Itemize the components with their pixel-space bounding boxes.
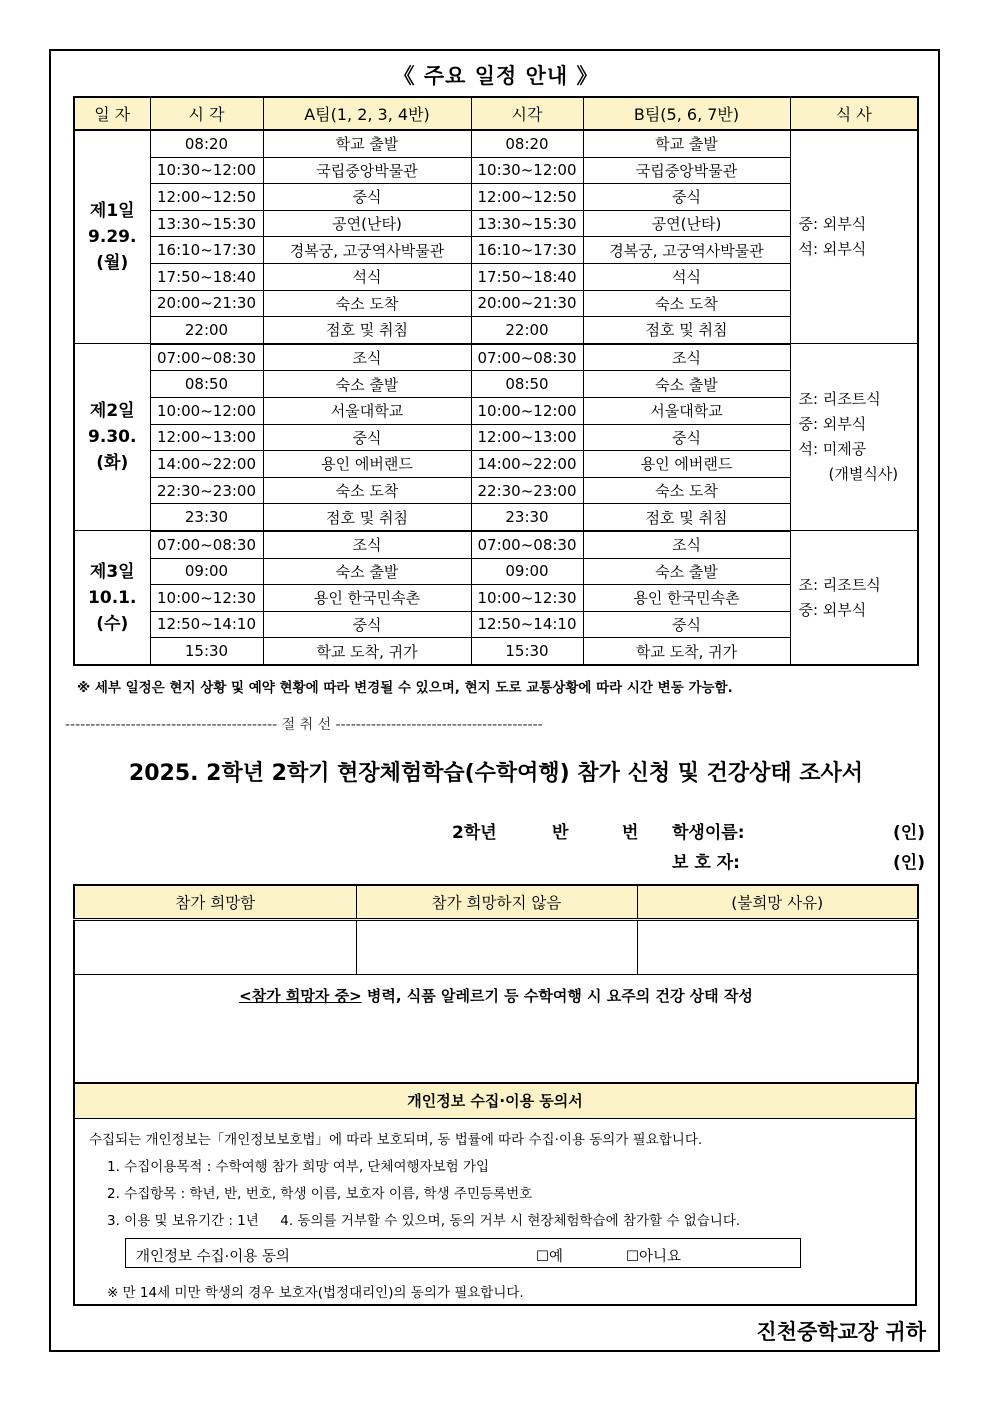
day-label-line: 제2일 — [89, 401, 135, 422]
student-seal: (인) — [893, 823, 925, 843]
activity-b-cell: 중식 — [583, 184, 790, 211]
header-participate: 참가 희망함 — [74, 885, 356, 920]
guardian-label: 보 호 자: — [672, 853, 740, 873]
meal-line: 중: 외부식 — [798, 215, 867, 234]
time-b-cell: 13:30~15:30 — [471, 210, 583, 237]
day-label-line: 10.1. — [88, 587, 137, 608]
meal-line: 중: 외부식 — [798, 415, 867, 434]
day-label-line: 제1일 — [89, 201, 135, 222]
time-b-cell: 17:50~18:40 — [471, 263, 583, 290]
health-instruction: 병력, 식품 알레르기 등 수학여행 시 요주의 건강 상태 작성 — [361, 987, 753, 1005]
activity-a-cell: 숙소 출발 — [263, 558, 471, 585]
activity-a-cell: 점호 및 취침 — [263, 504, 471, 531]
meal-line: 석: 미제공 — [798, 440, 867, 459]
time-a-cell: 16:10~17:30 — [150, 237, 263, 264]
activity-b-cell: 조식 — [583, 344, 790, 371]
schedule-row — [74, 130, 918, 157]
time-a-cell: 12:00~13:00 — [150, 424, 263, 451]
meal-line: 조: 리조트식 — [798, 390, 881, 409]
time-b-cell: 23:30 — [471, 504, 583, 531]
activity-a-cell: 조식 — [263, 531, 471, 558]
time-a-cell: 08:50 — [150, 371, 263, 398]
activity-a-cell: 숙소 도착 — [263, 290, 471, 317]
day-label-line: (수) — [96, 613, 129, 634]
time-b-cell: 14:00~22:00 — [471, 451, 583, 478]
activity-a-cell: 서울대학교 — [263, 397, 471, 424]
activity-a-cell: 학교 출발 — [263, 130, 471, 157]
activity-b-cell: 용인 한국민속촌 — [583, 585, 790, 612]
activity-a-cell: 용인 한국민속촌 — [263, 585, 471, 612]
meal-line: 중: 외부식 — [798, 600, 867, 619]
activity-a-cell: 공연(난타) — [263, 210, 471, 237]
meal-cell — [790, 531, 918, 665]
reason-field[interactable] — [637, 920, 918, 975]
activity-a-cell: 점호 및 취침 — [263, 317, 471, 344]
student-name-label: 학생이름: — [672, 823, 745, 843]
time-a-cell: 09:00 — [150, 558, 263, 585]
time-a-cell: 15:30 — [150, 638, 263, 665]
header-date: 일 자 — [74, 97, 150, 130]
time-a-cell: 23:30 — [150, 504, 263, 531]
privacy-footnote: ※ 만 14세 미만 학생의 경우 보호자(법정대리인)의 동의가 필요합니다. — [107, 1285, 524, 1301]
cut-line: ------------------------------------------ 절 취 선 ----------------------------------------- — [65, 717, 543, 733]
privacy-item-2: 2. 수집항목 : 학년, 반, 번호, 학생 이름, 보호자 이름, 학생 주민등록번호 — [107, 1186, 533, 1202]
schedule-row — [74, 344, 918, 371]
activity-b-cell: 공연(난타) — [583, 210, 790, 237]
header-not-participate: 참가 희망하지 않음 — [356, 885, 637, 920]
activity-a-cell: 용인 에버랜드 — [263, 451, 471, 478]
activity-b-cell: 숙소 출발 — [583, 558, 790, 585]
privacy-intro: 수집되는 개인정보는「개인정보보호법」에 따라 보호되며, 동 법률에 따라 수집·이용 동의가 필요합니다. — [89, 1132, 703, 1148]
activity-a-cell: 중식 — [263, 184, 471, 211]
meal-line: 조: 리조트식 — [798, 575, 881, 594]
activity-a-cell: 숙소 출발 — [263, 371, 471, 398]
activity-b-cell: 학교 출발 — [583, 130, 790, 157]
activity-b-cell: 국립중앙박물관 — [583, 157, 790, 184]
time-b-cell: 08:20 — [471, 130, 583, 157]
time-b-cell: 22:30~23:00 — [471, 477, 583, 504]
meal-line: (개별식사) — [828, 465, 899, 484]
time-a-cell: 12:00~12:50 — [150, 184, 263, 211]
day-label-line: 9.29. — [88, 227, 137, 248]
time-b-cell: 12:00~12:50 — [471, 184, 583, 211]
time-a-cell: 12:50~14:10 — [150, 611, 263, 638]
consent-row — [125, 1238, 801, 1268]
day-label-line: (화) — [96, 453, 129, 474]
day-label — [74, 130, 150, 344]
activity-a-cell: 조식 — [263, 344, 471, 371]
number-label: 번 — [622, 823, 639, 843]
guardian-seal: (인) — [893, 853, 925, 873]
activity-b-cell: 중식 — [583, 424, 790, 451]
day-label — [74, 344, 150, 531]
time-a-cell: 07:00~08:30 — [150, 531, 263, 558]
time-a-cell: 22:30~23:00 — [150, 477, 263, 504]
consent-yes-checkbox[interactable]: ☐예 — [536, 1249, 564, 1265]
activity-a-cell: 중식 — [263, 611, 471, 638]
activity-b-cell: 학교 도착, 귀가 — [583, 638, 790, 665]
activity-a-cell: 석식 — [263, 263, 471, 290]
privacy-heading: 개인정보 수집·이용 동의서 — [75, 1084, 915, 1119]
time-a-cell: 13:30~15:30 — [150, 210, 263, 237]
form-title: 2025. 2학년 2학기 현장체험학습(수학여행) 참가 신청 및 건강상태 조사서 — [128, 761, 864, 786]
time-b-cell: 15:30 — [471, 638, 583, 665]
activity-b-cell: 경복궁, 고궁역사박물관 — [583, 237, 790, 264]
time-b-cell: 16:10~17:30 — [471, 237, 583, 264]
activity-b-cell: 용인 에버랜드 — [583, 451, 790, 478]
header-meal: 식 사 — [790, 97, 918, 130]
activity-b-cell: 숙소 출발 — [583, 371, 790, 398]
time-b-cell: 10:00~12:30 — [471, 585, 583, 612]
activity-b-cell: 조식 — [583, 531, 790, 558]
time-a-cell: 22:00 — [150, 317, 263, 344]
time-b-cell: 12:50~14:10 — [471, 611, 583, 638]
time-a-cell: 14:00~22:00 — [150, 451, 263, 478]
schedule-header-row — [74, 97, 918, 130]
header-time-b: 시각 — [471, 97, 583, 130]
activity-a-cell: 국립중앙박물관 — [263, 157, 471, 184]
time-a-cell: 20:00~21:30 — [150, 290, 263, 317]
activity-a-cell: 숙소 도착 — [263, 477, 471, 504]
schedule-title: 《 주요 일정 안내 》 — [393, 64, 599, 88]
time-b-cell: 12:00~13:00 — [471, 424, 583, 451]
time-b-cell: 07:00~08:30 — [471, 344, 583, 371]
activity-b-cell: 점호 및 취침 — [583, 317, 790, 344]
time-a-cell: 17:50~18:40 — [150, 263, 263, 290]
day-label-line: (월) — [96, 253, 129, 274]
time-a-cell: 10:30~12:00 — [150, 157, 263, 184]
time-a-cell: 10:00~12:30 — [150, 585, 263, 612]
meal-line: 석: 외부식 — [798, 240, 867, 259]
grade-label: 2학년 — [452, 823, 497, 843]
principal-addressee: 진천중학교장 귀하 — [756, 1320, 926, 1344]
participate-field[interactable] — [74, 920, 356, 975]
header-team-b: B팀(5, 6, 7반) — [583, 97, 790, 130]
day-label — [74, 531, 150, 665]
time-a-cell: 07:00~08:30 — [150, 344, 263, 371]
activity-a-cell: 중식 — [263, 424, 471, 451]
time-b-cell: 07:00~08:30 — [471, 531, 583, 558]
schedule-row — [74, 531, 918, 558]
activity-a-cell: 학교 도착, 귀가 — [263, 638, 471, 665]
activity-b-cell: 숙소 도착 — [583, 290, 790, 317]
time-b-cell: 08:50 — [471, 371, 583, 398]
privacy-item-3: 3. 이용 및 보유기간 : 1년 4. 동의를 거부할 수 있으며, 동의 거부 시 현장체험학습에 참가할 수 없습니다. — [107, 1213, 741, 1229]
health-status-field[interactable] — [74, 975, 918, 1084]
application-table — [73, 884, 919, 1084]
time-a-cell: 10:00~12:00 — [150, 397, 263, 424]
activity-b-cell: 숙소 도착 — [583, 477, 790, 504]
header-reason: (불희망 사유) — [637, 885, 918, 920]
day-label-line: 9.30. — [88, 427, 137, 448]
activity-a-cell: 경복궁, 고궁역사박물관 — [263, 237, 471, 264]
time-b-cell: 09:00 — [471, 558, 583, 585]
header-team-a: A팀(1, 2, 3, 4반) — [263, 97, 471, 130]
activity-b-cell: 서울대학교 — [583, 397, 790, 424]
activity-b-cell: 중식 — [583, 611, 790, 638]
privacy-item-1: 1. 수집이용목적 : 수학여행 참가 희망 여부, 단체여행자보험 가입 — [107, 1159, 490, 1175]
time-a-cell: 08:20 — [150, 130, 263, 157]
schedule-note: ※ 세부 일정은 현지 상황 및 예약 현황에 따라 변경될 수 있으며, 현지 도로 교통상황에 따라 시간 변동 가능함. — [77, 680, 733, 696]
health-prefix: <참가 희망자 중> — [239, 987, 362, 1005]
schedule-table — [73, 96, 919, 666]
activity-b-cell: 석식 — [583, 263, 790, 290]
class-label: 반 — [552, 823, 569, 843]
time-b-cell: 22:00 — [471, 317, 583, 344]
time-b-cell: 10:30~12:00 — [471, 157, 583, 184]
not-participate-field[interactable] — [356, 920, 637, 975]
consent-label: 개인정보 수집·이용 동의 — [136, 1249, 290, 1265]
meal-cell — [790, 130, 918, 344]
time-b-cell: 20:00~21:30 — [471, 290, 583, 317]
meal-cell — [790, 344, 918, 531]
privacy-consent-section — [73, 1082, 917, 1306]
activity-b-cell: 점호 및 취침 — [583, 504, 790, 531]
time-b-cell: 10:00~12:00 — [471, 397, 583, 424]
day-label-line: 제3일 — [89, 561, 135, 582]
header-time-a: 시 각 — [150, 97, 263, 130]
consent-no-checkbox[interactable]: ☐아니요 — [626, 1249, 682, 1265]
